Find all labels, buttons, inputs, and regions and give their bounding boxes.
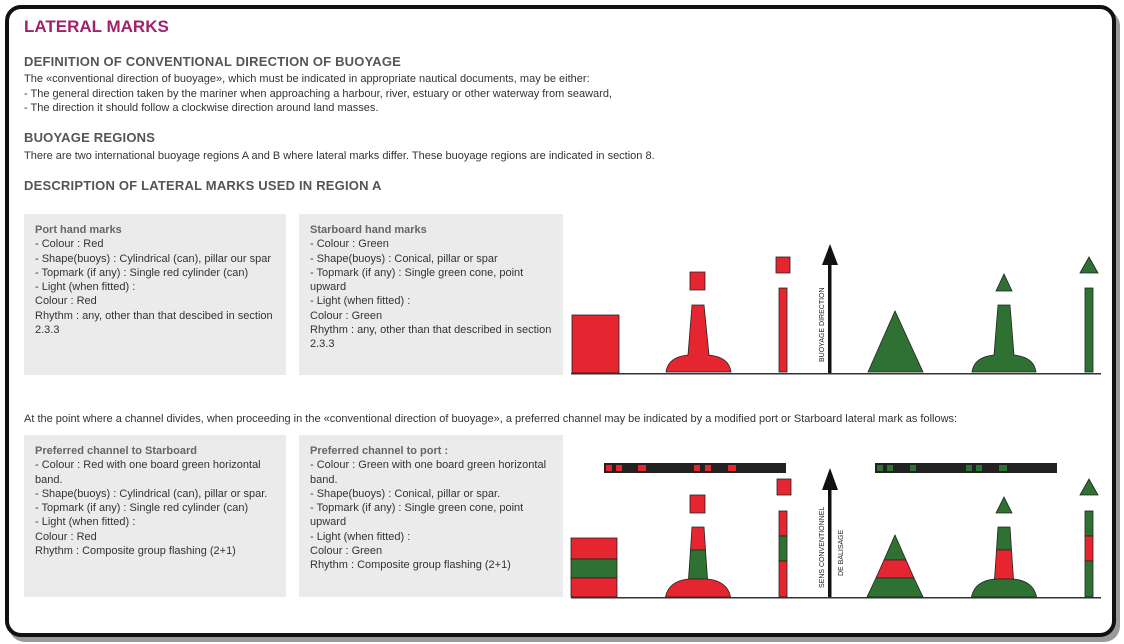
starboard-box-line: - Shape(buoys) : Conical, pillar or spar [310, 252, 498, 265]
spar-red-band [779, 511, 787, 536]
can-red-band [571, 578, 617, 597]
pref-starboard-line: Colour : Red [35, 530, 97, 543]
flash-mark [694, 465, 700, 471]
flash-mark [728, 465, 736, 471]
port-box-line: - Topmark (if any) : Single red cylinder (can) [35, 266, 249, 279]
port-box-title: Port hand marks [35, 224, 122, 236]
cone-green-base [867, 578, 923, 597]
spar-green-band [779, 536, 787, 561]
flash-mark [638, 465, 646, 471]
can-red-band [571, 538, 617, 559]
arrow-head [822, 468, 838, 490]
flash-mark [705, 465, 711, 471]
port-box-line: - Shape(buoys) : Cylindrical (can), pillar our spar [35, 252, 271, 265]
definition-heading: DEFINITION OF CONVENTIONAL DIRECTION OF BUOYAGE [24, 54, 402, 69]
pref-port-spar-buoy [1080, 479, 1098, 597]
port-spar-topmark [776, 257, 790, 273]
port-box-line: - Light (when fitted) : [35, 281, 136, 294]
pillar-topmark [690, 495, 705, 513]
starboard-box-line: - Topmark (if any) : Single green cone, point upward [310, 266, 524, 294]
pillar-green-band [689, 550, 708, 579]
spar-red-band [1085, 536, 1093, 561]
arrow-shaft [828, 262, 832, 373]
pref-starboard-line: - Shape(buoys) : Cylindrical (can), pillar or spar. [35, 487, 268, 500]
buoyage-direction-label: BUOYAGE DIRECTION [819, 287, 826, 362]
pillar-red-band [691, 527, 706, 550]
pillar-red-base [666, 579, 731, 597]
flash-mark [877, 465, 883, 471]
pillar-topmark [996, 497, 1012, 513]
flash-mark [999, 465, 1007, 471]
definition-line-2: - The general direction taken by the mariner when approaching a harbour, river, estuary or other waterway from seaward, [24, 88, 612, 100]
pref-port-pillar-buoy [972, 497, 1037, 597]
starboard-pillar-body [972, 305, 1036, 372]
port-spar-buoy [776, 257, 790, 372]
green-flash-light-bar [875, 463, 1057, 473]
starboard-box-line: Rhythm : any, other than that described in section 2.3.3 [310, 324, 552, 351]
flash-mark [976, 465, 982, 471]
red-flash-light-bar [604, 463, 786, 473]
definition-line-1: The «conventional direction of buoyage», which must be indicated in appropriate nautical documents, may be either: [24, 73, 590, 85]
port-box-line: - Colour : Red [35, 238, 104, 251]
pref-port-title: Preferred channel to port : [310, 445, 449, 457]
starboard-box-line: - Light (when fitted) : [310, 295, 411, 308]
pref-port-line: Rhythm : Composite group flashing (2+1) [310, 559, 511, 572]
port-box-line: Colour : Red [35, 295, 97, 308]
pref-starboard-pillar-buoy [666, 495, 731, 597]
sens-conventionnel-arrow [819, 468, 845, 597]
cone-green-tip [884, 535, 906, 560]
port-can-buoy [572, 315, 619, 373]
bottom-diagram-row [571, 463, 1101, 599]
port-box-line: Rhythm : any, other than that descibed in section 2.3.3 [35, 309, 273, 337]
starboard-spar-buoy [1080, 257, 1098, 372]
pref-starboard-line: - Colour : Red with one board green horizontal band. [35, 459, 261, 486]
arrow-head [822, 244, 838, 265]
pref-port-line: Colour : Green [310, 545, 383, 558]
de-balisage-label: DE BALISAGE [838, 529, 845, 576]
pref-starboard-line: - Topmark (if any) : Single red cylinder (can) [35, 502, 249, 515]
starboard-box-line: - Colour : Green [310, 238, 389, 251]
pref-starboard-line: - Light (when fitted) : [35, 516, 136, 529]
flash-mark [910, 465, 916, 471]
starboard-pillar-buoy [972, 274, 1036, 372]
flash-mark [887, 465, 893, 471]
can-green-band [571, 559, 617, 578]
top-diagram-row [571, 244, 1101, 375]
starboard-box-title: Starboard hand marks [310, 224, 427, 236]
pillar-green-base [972, 579, 1037, 597]
pref-port-line: - Light (when fitted) : [310, 530, 411, 543]
regions-heading: BUOYAGE REGIONS [24, 130, 156, 145]
pref-starboard-spar-buoy [777, 479, 791, 597]
starboard-spar-topmark [1080, 257, 1098, 273]
spar-red-band [779, 561, 787, 597]
buoyage-direction-arrow [819, 244, 838, 373]
pref-port-line: - Colour : Green with one board green horizontal band. [310, 459, 547, 486]
arrow-shaft [828, 487, 832, 597]
port-pillar-buoy [666, 272, 731, 372]
spar-topmark [777, 479, 791, 495]
pillar-green-band [997, 527, 1012, 550]
description-heading: DESCRIPTION OF LATERAL MARKS USED IN REGION A [24, 178, 382, 193]
flash-mark [606, 465, 612, 471]
port-pillar-body [666, 305, 731, 372]
pref-port-line: - Shape(buoys) : Conical, pillar or spar. [310, 487, 501, 500]
spar-green-band [1085, 511, 1093, 536]
pillar-red-band [995, 550, 1014, 579]
port-pillar-topmark [690, 272, 705, 290]
page-title: LATERAL MARKS [24, 17, 169, 36]
channel-note: At the point where a channel divides, when proceeding in the «conventional direction of buoyage», a preferred channel may be indicated by a modified port or Starboard lateral mark as follows: [24, 413, 958, 425]
spar-green-band [1085, 561, 1093, 597]
starboard-pillar-topmark [996, 274, 1012, 291]
pref-starboard-line: Rhythm : Composite group flashing (2+1) [35, 545, 236, 558]
pref-starboard-title: Preferred channel to Starboard [35, 445, 197, 457]
sens-conventionnel-label: SENS CONVENTIONNEL [819, 506, 826, 588]
starboard-box-line: Colour : Green [310, 309, 383, 322]
port-spar-body [779, 288, 787, 372]
flash-mark [616, 465, 622, 471]
starboard-conical-buoy [868, 311, 923, 372]
definition-line-3: - The direction it should follow a clockwise direction around land masses. [24, 102, 379, 114]
pref-port-line: - Topmark (if any) : Single green cone, point upward [310, 502, 524, 529]
pref-starboard-can-buoy [571, 538, 617, 597]
spar-topmark [1080, 479, 1098, 495]
regions-text: There are two international buoyage regions A and B where lateral marks differ. These buoyage regions are indicated in section 8. [24, 150, 655, 162]
waterline [571, 373, 1101, 375]
flash-mark [966, 465, 972, 471]
pref-port-conical-buoy [867, 535, 923, 597]
starboard-spar-body [1085, 288, 1093, 372]
cone-red-band [876, 560, 914, 578]
